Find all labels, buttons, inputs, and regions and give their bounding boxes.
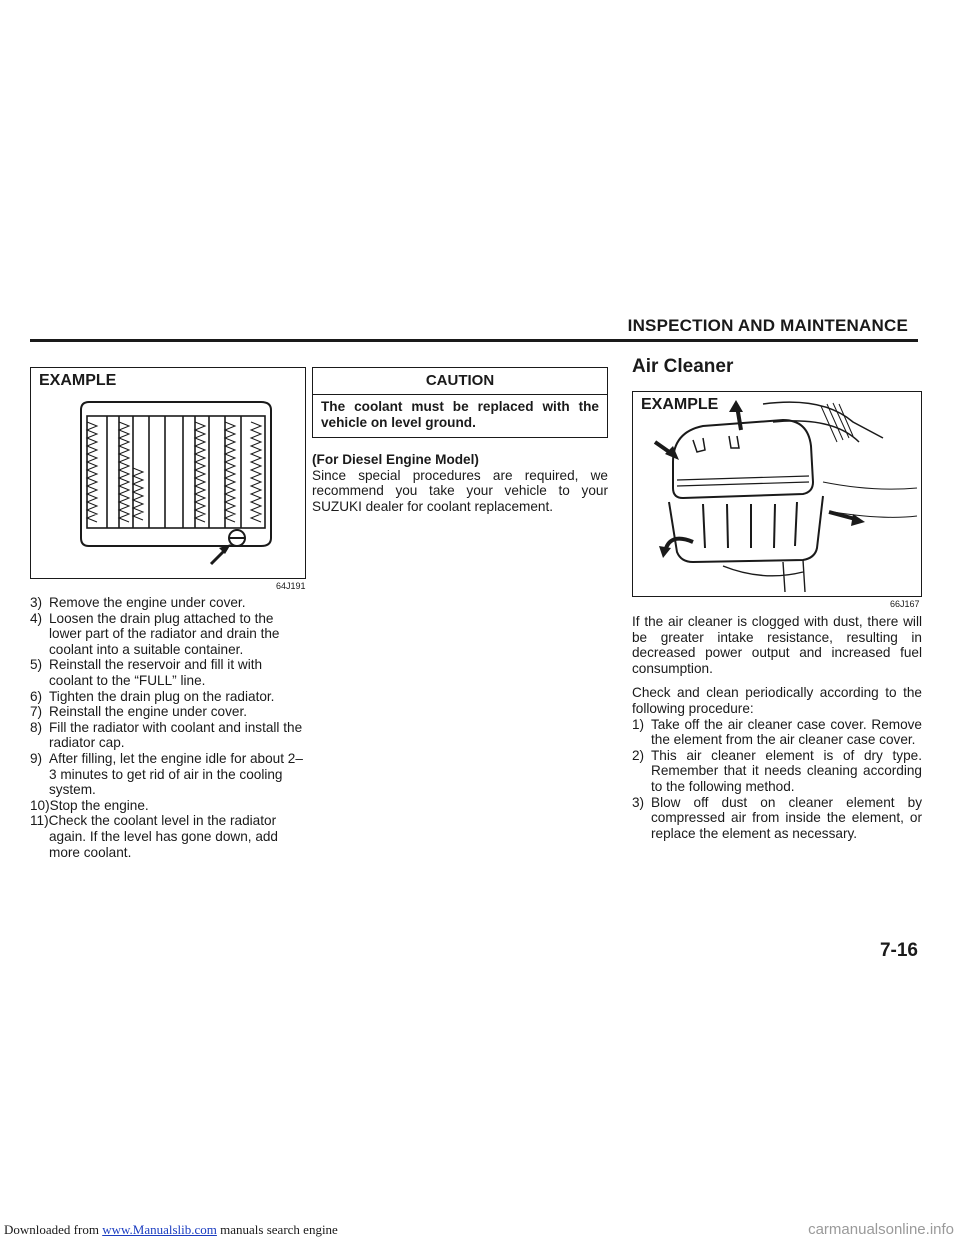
air-cleaner-text [632,614,922,841]
air-cleaner-figure [632,391,922,597]
section-header-title: INSPECTION AND MAINTENANCE [627,316,908,335]
coolant-steps [30,595,306,860]
paragraph: Check and clean periodically according to the following procedure: [632,685,922,716]
step-item: 11)Check the coolant level in the radiator again. If the level has gone down, add more coolant. [30,813,278,860]
step-item: 1) Take off the air cleaner case cover. Remove the element from the air cleaner case cover. [632,716,922,748]
paragraph: If the air cleaner is clogged with dust, there will be greater intake resistance, resulting in decreased power output and increased fuel consumption. [632,614,922,676]
figure-code: 64J191 [276,581,306,591]
step-item: 3) Blow off dust on cleaner element by compressed air from inside the element, or replace the element as necessary. [632,794,922,841]
caution-text: The coolant must be replaced with the vehicle on level ground. [312,395,608,438]
step-item: 5) Reinstall the reservoir and fill it with coolant to the “FULL” line. [30,657,263,688]
air-cleaner-title: Air Cleaner [632,356,734,377]
step-item: 10)Stop the engine. [30,797,149,813]
step-item: 7) Reinstall the engine under cover. [30,704,247,720]
download-footer [4,1222,338,1238]
figure-label: EXAMPLE [39,372,117,389]
header-rule [30,339,918,342]
page-number: 7-16 [879,940,918,961]
step-item: 2) This air cleaner element is of dry type. Remember that it needs cleaning according to the following method. [632,747,922,794]
figure-code: 66J167 [890,599,920,609]
step-item: 6) Tighten the drain plug on the radiator. [30,688,275,704]
manualslib-link[interactable]: www.Manualslib.com [102,1222,217,1237]
footer-suffix: manuals search engine [216,1222,338,1237]
diesel-heading: (For Diesel Engine Model) [312,452,479,467]
step-item: 3) Remove the engine under cover. [30,595,246,610]
diesel-text: Since special procedures are required, we recommend you take your vehicle to your SUZUKI dealer for coolant replacement. [312,467,608,514]
step-item: 4) Loosen the drain plug attached to the lower part of the radiator and drain the coolant into a suitable container. [30,610,280,657]
figure-label: EXAMPLE [641,396,719,413]
caution-box [312,367,608,438]
step-item: 9) After filling, let the engine idle for about 2–3 minutes to get rid of air in the cooling system. [30,750,303,798]
watermark: carmanualsonline.info [808,1221,954,1238]
radiator-drain-illustration-icon [61,398,283,568]
radiator-figure [30,367,306,579]
footer-prefix: Downloaded from [4,1222,103,1237]
step-item: 8) Fill the radiator with coolant and install the radiator cap. [30,719,303,751]
caution-title: CAUTION [312,367,608,395]
diesel-note [312,452,608,514]
air-cleaner-illustration-icon [633,392,921,596]
